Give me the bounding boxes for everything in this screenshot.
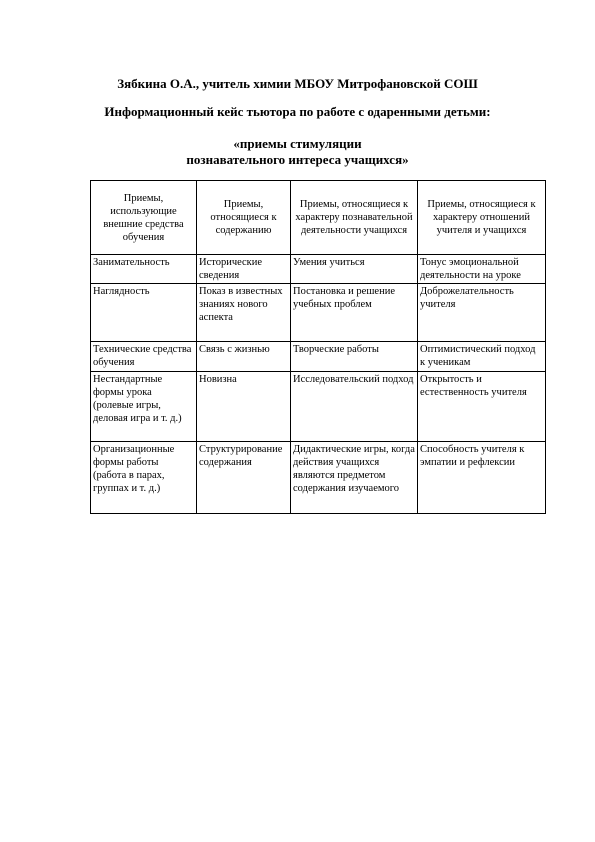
subtitle-line-2: познавательного интереса учащихся» [186,152,409,167]
table-cell: Организационные формы работы (работа в парах, группах и т. д.) [91,442,197,514]
column-header-teacher-student-relations: Приемы, относящиеся к характеру отношений учителя и учащихся [418,181,546,255]
table-cell: Технические средства обучения [91,342,197,372]
table-cell: Умения учиться [291,255,418,284]
subtitle-line-1: «приемы стимуляции [233,136,362,151]
table-cell: Исторические сведения [197,255,291,284]
column-header-external-means: Приемы, использующие внешние средства обучения [91,181,197,255]
table-cell: Нестандартные формы урока (ролевые игры, деловая игра и т. д.) [91,372,197,442]
column-header-content: Приемы, относящиеся к содержанию [197,181,291,255]
column-header-cognitive-activity: Приемы, относящиеся к характеру познавательной деятельности учащихся [291,181,418,255]
table-cell: Открытость и естественность учителя [418,372,546,442]
table-cell: Показ в известных знаниях нового аспекта [197,284,291,342]
table-row [91,255,546,284]
table-cell: Занимательность [91,255,197,284]
table-cell: Дидактические игры, когда действия учащихся являются предметом содержания изучаемого [291,442,418,514]
table-cell: Исследовательский подход [291,372,418,442]
table-row [91,284,546,342]
table-cell: Оптимистический подход к ученикам [418,342,546,372]
table-cell: Доброжелательность учителя [418,284,546,342]
table-row [91,372,546,442]
table-cell: Новизна [197,372,291,442]
techniques-table [90,180,546,514]
table-cell: Структурирование содержания [197,442,291,514]
table-cell: Постановка и решение учебных проблем [291,284,418,342]
table-cell: Наглядность [91,284,197,342]
table-header-row [91,181,546,255]
table-cell: Творческие работы [291,342,418,372]
table-row [91,342,546,372]
author-line: Зябкина О.А., учитель химии МБОУ Митрофановской СОШ [117,76,478,91]
table-cell: Связь с жизнью [197,342,291,372]
table-cell: Способность учителя к эмпатии и рефлексии [418,442,546,514]
table-cell: Тонус эмоциональной деятельности на уроке [418,255,546,284]
case-title: Информационный кейс тьютора по работе с одаренными детьми: [104,104,491,119]
table-row [91,442,546,514]
